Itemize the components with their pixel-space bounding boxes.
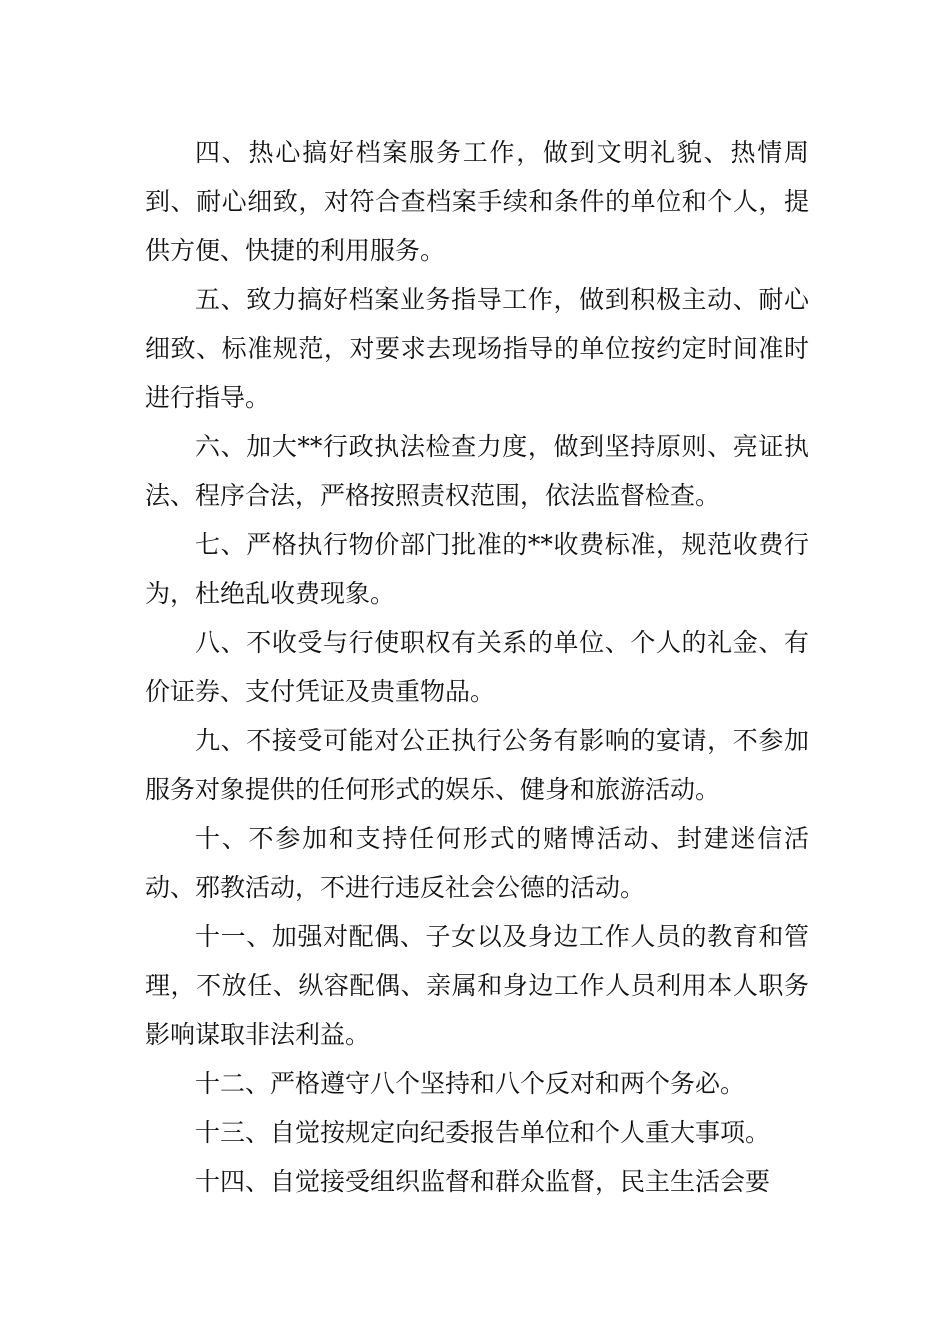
document-body [145,128,809,1206]
paragraph-8: 八、不收受与行使职权有关系的单位、个人的礼金、有价证券、支付凭证及贵重物品。 [145,628,809,706]
paragraph-9: 九、不接受可能对公正执行公务有影响的宴请，不参加服务对象提供的任何形式的娱乐、健身和旅游活动。 [145,726,809,804]
paragraph-7: 七、严格执行物价部门批准的**收费标准，规范收费行为，杜绝乱收费现象。 [145,530,809,608]
paragraph-11: 十一、加强对配偶、子女以及身边工作人员的教育和管理，不放任、纵容配偶、亲属和身边工作人员利用本人职务影响谋取非法利益。 [145,922,809,1049]
paragraph-4: 四、热心搞好档案服务工作，做到文明礼貌、热情周到、耐心细致，对符合查档案手续和条件的单位和个人，提供方便、快捷的利用服务。 [145,138,809,265]
paragraph-13: 十三、自觉按规定向纪委报告单位和个人重大事项。 [195,1118,771,1147]
paragraph-10: 十、不参加和支持任何形式的赌博活动、封建迷信活动、邪教活动，不进行违反社会公德的活动。 [145,824,809,902]
paragraph-5: 五、致力搞好档案业务指导工作，做到积极主动、耐心细致、标准规范，对要求去现场指导的单位按约定时间准时进行指导。 [145,285,809,412]
paragraph-6: 六、加大**行政执法检查力度，做到坚持原则、亮证执法、程序合法，严格按照责权范围，依法监督检查。 [145,432,809,510]
paragraph-12: 十二、严格遵守八个坚持和八个反对和两个务必。 [195,1069,746,1098]
paragraph-14: 十四、自觉接受组织监督和群众监督，民主生活会要 [195,1167,771,1196]
